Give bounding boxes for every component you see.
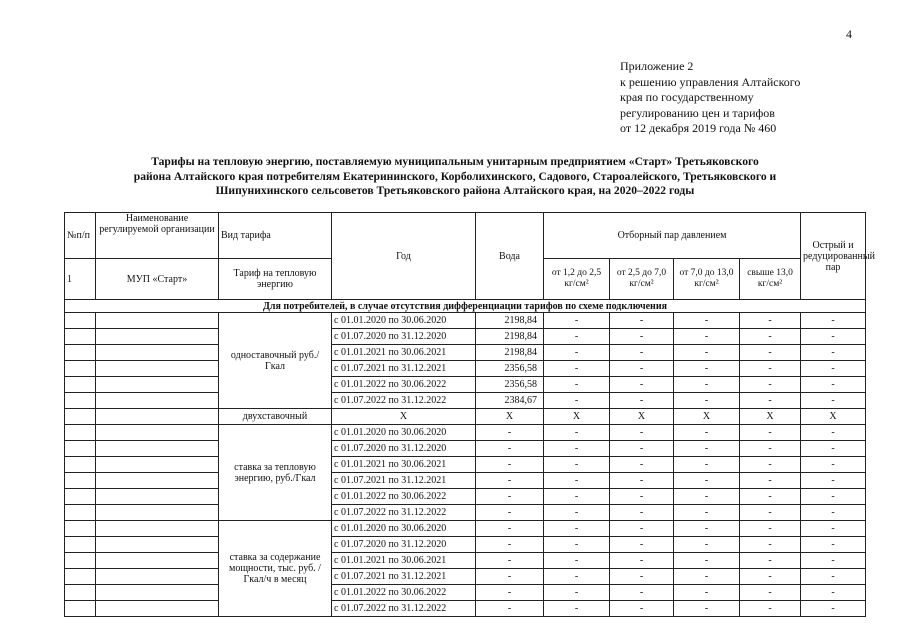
steam-1-cell: -	[544, 601, 610, 617]
period-cell: с 01.01.2021 по 30.06.2021	[332, 457, 476, 473]
num-cell	[65, 601, 96, 617]
steam-3-cell: -	[674, 425, 740, 441]
steam-2-cell: -	[610, 601, 674, 617]
table-row	[65, 361, 866, 377]
table-row	[65, 505, 866, 521]
org-cell	[96, 377, 219, 393]
steam-3-cell: -	[674, 553, 740, 569]
steam-2-cell: -	[610, 521, 674, 537]
steam-4-cell: -	[740, 601, 801, 617]
header-org: Наименование регулируемой организации	[96, 213, 219, 259]
period-cell: с 01.01.2022 по 30.06.2022	[332, 489, 476, 505]
steam-1-cell: -	[544, 521, 610, 537]
tariff-table	[64, 212, 875, 617]
steam-1-cell: -	[544, 489, 610, 505]
header-year: Год	[332, 213, 476, 300]
steam-2-cell: -	[610, 361, 674, 377]
steam-3-cell: -	[674, 393, 740, 409]
table-row	[65, 537, 866, 553]
steam-1-cell: -	[544, 457, 610, 473]
water-cell: -	[476, 425, 544, 441]
water-cell: -	[476, 601, 544, 617]
steam-2-cell: -	[610, 329, 674, 345]
sharp-steam-cell: -	[801, 585, 866, 601]
water-cell: -	[476, 521, 544, 537]
steam-4-cell: X	[740, 409, 801, 425]
steam-4-cell: -	[740, 489, 801, 505]
page-number: 4	[846, 27, 852, 41]
header-steam-1: от 1,2 до 2,5 кг/см²	[544, 259, 610, 300]
title-line: района Алтайского края потребителям Екатерининского, Корболихинского, Садового, Староалейского, Третьяковского и	[133, 169, 777, 183]
steam-2-cell: -	[610, 313, 674, 329]
steam-4-cell: -	[740, 329, 801, 345]
sharp-steam-cell: -	[801, 457, 866, 473]
table-row	[65, 569, 866, 585]
sharp-steam-cell: -	[801, 441, 866, 457]
steam-4-cell: -	[740, 345, 801, 361]
appendix-line: регулированию цен и тарифов	[620, 105, 775, 120]
steam-4-cell: -	[740, 521, 801, 537]
header-water: Вода	[476, 213, 544, 300]
steam-1-cell: -	[544, 441, 610, 457]
steam-2-cell: -	[610, 537, 674, 553]
table-row	[65, 585, 866, 601]
water-cell: -	[476, 569, 544, 585]
steam-3-cell: X	[674, 409, 740, 425]
tariff-type-label: одноставочный руб./Гкал	[219, 313, 332, 409]
steam-4-cell: -	[740, 473, 801, 489]
org-cell	[96, 521, 219, 537]
num-cell	[65, 521, 96, 537]
appendix-line: от 12 декабря 2019 года № 460	[620, 121, 777, 135]
sharp-steam-cell: -	[801, 473, 866, 489]
table-row	[65, 393, 866, 409]
steam-4-cell: -	[740, 457, 801, 473]
period-cell: с 01.07.2022 по 31.12.2022	[332, 505, 476, 521]
steam-4-cell: -	[740, 425, 801, 441]
num-cell	[65, 569, 96, 585]
header-steam-2: от 2,5 до 7,0 кг/см²	[610, 259, 674, 300]
tariff-type-label: двухставочный	[219, 409, 332, 425]
header-steam: Отборный пар давлением	[544, 213, 801, 259]
steam-4-cell: -	[740, 553, 801, 569]
water-cell: 2198,84	[476, 313, 544, 329]
steam-1-cell: -	[544, 505, 610, 521]
num-cell	[65, 425, 96, 441]
sharp-steam-cell: -	[801, 313, 866, 329]
org-cell	[96, 569, 219, 585]
sharp-steam-cell: -	[801, 489, 866, 505]
table-row	[65, 345, 866, 361]
appendix-line: края по государственному	[620, 90, 754, 104]
steam-4-cell: -	[740, 569, 801, 585]
steam-3-cell: -	[674, 521, 740, 537]
steam-1-cell: -	[544, 585, 610, 601]
appendix-block	[620, 59, 800, 137]
sharp-steam-cell: -	[801, 569, 866, 585]
org-cell	[96, 345, 219, 361]
sharp-steam-cell: -	[801, 537, 866, 553]
section-row	[65, 300, 866, 313]
steam-3-cell: -	[674, 473, 740, 489]
num-cell	[65, 489, 96, 505]
section-title: Для потребителей, в случае отсутствия дифференциации тарифов по схеме подключения	[65, 300, 866, 313]
org-cell	[96, 329, 219, 345]
water-cell: 2198,84	[476, 329, 544, 345]
sharp-steam-cell: -	[801, 393, 866, 409]
steam-4-cell: -	[740, 377, 801, 393]
steam-1-cell: -	[544, 393, 610, 409]
org-cell	[96, 473, 219, 489]
steam-3-cell: -	[674, 585, 740, 601]
steam-1-cell: -	[544, 425, 610, 441]
steam-3-cell: -	[674, 537, 740, 553]
org-tariff: Тариф на тепловую энергию	[219, 259, 332, 300]
steam-1-cell: -	[544, 553, 610, 569]
steam-2-cell: -	[610, 489, 674, 505]
water-cell: X	[476, 409, 544, 425]
table-row	[65, 457, 866, 473]
water-cell: -	[476, 457, 544, 473]
num-cell	[65, 409, 96, 425]
steam-1-cell: -	[544, 569, 610, 585]
steam-2-cell: X	[610, 409, 674, 425]
period-cell: с 01.07.2021 по 31.12.2021	[332, 361, 476, 377]
steam-3-cell: -	[674, 345, 740, 361]
water-cell: -	[476, 537, 544, 553]
org-cell	[96, 425, 219, 441]
period-cell: с 01.01.2020 по 30.06.2020	[332, 425, 476, 441]
steam-4-cell: -	[740, 505, 801, 521]
num-cell	[65, 441, 96, 457]
steam-2-cell: -	[610, 345, 674, 361]
water-cell: 2384,67	[476, 393, 544, 409]
water-cell: -	[476, 553, 544, 569]
steam-4-cell: -	[740, 585, 801, 601]
org-cell	[96, 537, 219, 553]
header-steam-3: от 7,0 до 13,0 кг/см²	[674, 259, 740, 300]
table-row	[65, 553, 866, 569]
org-cell	[96, 489, 219, 505]
water-cell: -	[476, 585, 544, 601]
period-cell: с 01.07.2020 по 31.12.2020	[332, 441, 476, 457]
num-cell	[65, 345, 96, 361]
table-row	[65, 377, 866, 393]
table-row	[65, 409, 866, 425]
steam-1-cell: -	[544, 345, 610, 361]
period-cell: с 01.07.2021 по 31.12.2021	[332, 569, 476, 585]
water-cell: 2356,58	[476, 377, 544, 393]
org-name: МУП «Старт»	[96, 259, 219, 300]
title-line: Тарифы на тепловую энергию, поставляемую муниципальным унитарным предприятием «Старт» Третьяковского	[151, 155, 759, 168]
period-cell: с 01.01.2022 по 30.06.2022	[332, 585, 476, 601]
steam-3-cell: -	[674, 313, 740, 329]
org-cell	[96, 313, 219, 329]
num-cell	[65, 505, 96, 521]
table-row	[65, 425, 866, 441]
appendix-line: к решению управления Алтайского	[620, 74, 801, 89]
table-row	[65, 329, 866, 345]
sharp-steam-cell: X	[801, 409, 866, 425]
steam-1-cell: -	[544, 313, 610, 329]
table-row	[65, 441, 866, 457]
steam-3-cell: -	[674, 505, 740, 521]
org-cell	[96, 457, 219, 473]
org-cell	[96, 585, 219, 601]
water-cell: -	[476, 505, 544, 521]
steam-3-cell: -	[674, 457, 740, 473]
sharp-steam-cell: -	[801, 505, 866, 521]
document-title	[60, 155, 850, 199]
header-sharp-steam: Острый и редуцированный пар	[801, 213, 866, 300]
period-cell: с 01.01.2021 по 30.06.2021	[332, 345, 476, 361]
steam-1-cell: -	[544, 361, 610, 377]
num-cell	[65, 361, 96, 377]
period-cell: X	[332, 409, 476, 425]
period-cell: с 01.01.2020 по 30.06.2020	[332, 313, 476, 329]
sharp-steam-cell: -	[801, 329, 866, 345]
water-cell: 2356,58	[476, 361, 544, 377]
org-cell	[96, 601, 219, 617]
sharp-steam-cell: -	[801, 553, 866, 569]
steam-3-cell: -	[674, 361, 740, 377]
water-cell: -	[476, 473, 544, 489]
steam-1-cell: -	[544, 537, 610, 553]
water-cell: -	[476, 489, 544, 505]
org-num: 1	[65, 259, 96, 300]
num-cell	[65, 393, 96, 409]
header-row	[65, 213, 866, 259]
steam-2-cell: -	[610, 569, 674, 585]
org-cell	[96, 361, 219, 377]
water-cell: -	[476, 441, 544, 457]
num-cell	[65, 537, 96, 553]
steam-2-cell: -	[610, 473, 674, 489]
sharp-steam-cell: -	[801, 521, 866, 537]
steam-1-cell: -	[544, 329, 610, 345]
tariff-type-label: ставка за содержание мощности, тыс. руб. /Гкал/ч в месяц	[219, 521, 332, 617]
org-cell	[96, 441, 219, 457]
num-cell	[65, 585, 96, 601]
steam-3-cell: -	[674, 601, 740, 617]
steam-1-cell: X	[544, 409, 610, 425]
tariff-type-label: ставка за тепловую энергию, руб./Гкал	[219, 425, 332, 521]
steam-2-cell: -	[610, 393, 674, 409]
appendix-line: Приложение 2	[620, 59, 694, 73]
steam-3-cell: -	[674, 377, 740, 393]
table-row	[65, 313, 866, 329]
steam-4-cell: -	[740, 537, 801, 553]
period-cell: с 01.07.2020 по 31.12.2020	[332, 537, 476, 553]
sharp-steam-cell: -	[801, 601, 866, 617]
sharp-steam-cell: -	[801, 361, 866, 377]
water-cell: 2198,84	[476, 345, 544, 361]
sharp-steam-cell: -	[801, 345, 866, 361]
steam-2-cell: -	[610, 553, 674, 569]
period-cell: с 01.07.2020 по 31.12.2020	[332, 329, 476, 345]
period-cell: с 01.07.2021 по 31.12.2021	[332, 473, 476, 489]
steam-3-cell: -	[674, 329, 740, 345]
num-cell	[65, 329, 96, 345]
steam-4-cell: -	[740, 393, 801, 409]
table-row	[65, 521, 866, 537]
sharp-steam-cell: -	[801, 377, 866, 393]
table-row	[65, 601, 866, 617]
period-cell: с 01.01.2020 по 30.06.2020	[332, 521, 476, 537]
num-cell	[65, 313, 96, 329]
period-cell: с 01.07.2022 по 31.12.2022	[332, 393, 476, 409]
table-row	[65, 473, 866, 489]
header-num: №п/п	[65, 213, 96, 259]
header-tariff-type: Вид тарифа	[219, 213, 332, 259]
org-cell	[96, 393, 219, 409]
table-row	[65, 489, 866, 505]
steam-4-cell: -	[740, 361, 801, 377]
steam-1-cell: -	[544, 473, 610, 489]
period-cell: с 01.01.2021 по 30.06.2021	[332, 553, 476, 569]
sharp-steam-cell: -	[801, 425, 866, 441]
org-cell	[96, 505, 219, 521]
header-steam-4: свыше 13,0 кг/см²	[740, 259, 801, 300]
steam-3-cell: -	[674, 441, 740, 457]
steam-2-cell: -	[610, 377, 674, 393]
num-cell	[65, 473, 96, 489]
period-cell: с 01.01.2022 по 30.06.2022	[332, 377, 476, 393]
num-cell	[65, 553, 96, 569]
num-cell	[65, 457, 96, 473]
steam-2-cell: -	[610, 585, 674, 601]
period-cell: с 01.07.2022 по 31.12.2022	[332, 601, 476, 617]
steam-2-cell: -	[610, 457, 674, 473]
steam-2-cell: -	[610, 425, 674, 441]
steam-3-cell: -	[674, 569, 740, 585]
steam-3-cell: -	[674, 489, 740, 505]
steam-1-cell: -	[544, 377, 610, 393]
steam-2-cell: -	[610, 441, 674, 457]
steam-2-cell: -	[610, 505, 674, 521]
steam-4-cell: -	[740, 313, 801, 329]
org-cell	[96, 409, 219, 425]
num-cell	[65, 377, 96, 393]
org-cell	[96, 553, 219, 569]
title-line: Шипунихинского сельсоветов Третьяковского района Алтайского края, на 2020–2022 годы	[215, 184, 695, 197]
steam-4-cell: -	[740, 441, 801, 457]
